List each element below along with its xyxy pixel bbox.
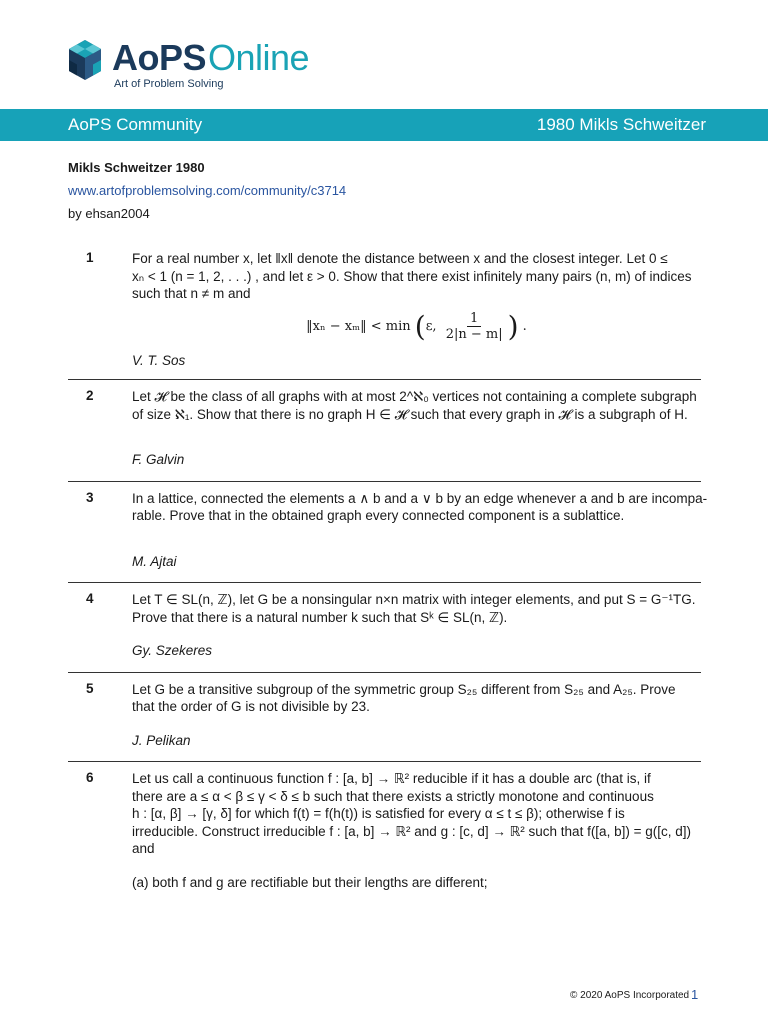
problem-line: xₙ < 1 (n = 1, 2, . . .) , and let ε > 0. Show that there exist infinitely many pairs (n, m) of indices [132,268,692,284]
contest-meta [68,156,346,225]
aops-cube-logo-icon [66,38,104,84]
problem-line: rable. Prove that in the obtained graph every connected component is a sublattice. [132,508,625,523]
problem-line: In a lattice, connected the elements a ∧ b and a ∨ b by an edge whenever a and b are incompa- [132,490,708,506]
community-link[interactable]: www.artofproblemsolving.com/community/c3714 [68,183,347,198]
aops-logo[interactable] [66,38,309,92]
problem-statement [132,490,707,571]
footer-copyright: © 2020 AoPS Incorporated [570,990,690,1001]
logo-tagline: Art of Problem Solving [114,78,224,90]
problem-author: Gy. Szekeres [132,643,213,658]
problem-line: irreducible. Construct irreducible f : [a, b] → ℝ² and g : [c, d] → ℝ² such that f([a, b]) = g([c, d]) [132,823,691,839]
fraction-numerator: 1 [467,311,481,327]
problem-number: 2 [86,388,94,403]
problem-number: 5 [86,680,94,696]
header-banner [0,109,768,141]
problem-author: F. Galvin [132,452,185,467]
paren-open: ( [414,309,426,343]
problem-line: h : [α, β] → [γ, δ] for which f(t) = f(h(t)) is satisfied for every α ≤ t ≤ β); otherwise f is [132,806,625,821]
problem-line: Let us call a continuous function f : [a, b] → ℝ² reducible if it has a double arc (that is, if [132,771,651,786]
logo-suffix: Online [208,37,310,78]
problem-item [68,250,701,380]
problem-author: M. Ajtai [132,553,177,569]
problem-item [68,482,708,584]
problem-line: Let G be a transitive subgroup of the symmetric group S₂₅ different from S₂₅ and A₂₅. Prove [132,681,676,697]
problem-author: V. T. Sos [132,352,186,368]
logo-brand: AoPS [112,37,207,78]
problem-line: Let 𝓗 be the class of all graphs with at most 2^ℵ₀ vertices not containing a complete subgraph [132,389,697,404]
problem-statement [132,388,701,469]
problem-list [68,250,708,891]
problem-number: 4 [86,591,94,606]
problem-item [68,583,701,673]
formula-left: ‖xₙ − xₘ‖ < min [306,318,411,334]
contest-title: Mikls Schweitzer 1980 [68,160,205,175]
fraction-denominator: 2|n − m| [445,326,503,342]
banner-contest-title: 1980 Mikls Schweitzer [536,115,706,134]
formula-tail: . [522,318,527,334]
problem-statement [132,591,701,660]
problem-item [68,762,701,891]
paren-close: ) [507,309,519,343]
problem-line: such that n ≠ m and [132,286,251,301]
problem-line: there are a ≤ α < β ≤ γ < δ ≤ b such that there exists a strictly monotone and continuous [132,788,654,804]
formula-eps: ε, [425,318,437,334]
banner-community[interactable]: AoPS Community [68,115,203,134]
problem-author: J. Pelikan [132,732,191,748]
problem-item [68,673,701,763]
page-number: 1 [691,987,699,1002]
problem-line: Prove that there is a natural number k such that Sᵏ ∈ SL(n, ℤ). [132,609,508,625]
problem-statement [132,681,701,750]
problem-item [68,380,701,482]
problem-line: that the order of G is not divisible by 23. [132,699,370,714]
problem-line: For a real number x, let ‖x‖ denote the distance between x and the closest integer. Let 0 ≤ [132,251,668,266]
formula-fraction [443,311,506,342]
problem-line: and [132,841,155,856]
problem-subpart: (a) both f and g are rectifiable but their lengths are different; [132,874,488,890]
problem-number: 6 [86,770,94,785]
problem-number: 3 [86,489,94,505]
problem-number: 1 [86,250,94,265]
problem-line: of size ℵ₁. Show that there is no graph H ∈ 𝓗 such that every graph in 𝓗 is a subgraph of H. [132,406,688,422]
author-credit: by ehsan2004 [68,206,150,221]
problem-statement [132,250,701,369]
display-formula [132,311,701,342]
problem-line: Let T ∈ SL(n, ℤ), let G be a nonsingular n×n matrix with integer elements, and put S = G⁻¹TG. [132,592,696,607]
problem-statement [132,770,701,891]
